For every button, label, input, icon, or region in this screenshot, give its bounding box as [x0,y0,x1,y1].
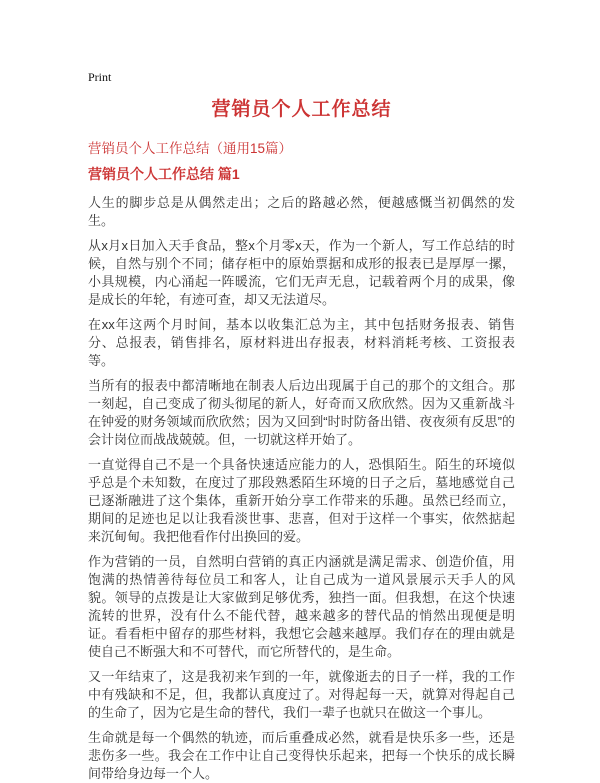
paragraph-7: 又一年结束了，这是我初来乍到的一年，就像逝去的日子一样，我的工作中有残缺和不足，但，我都认真度过了。对得起每一天，就算对得起自己的生命了，因为它是生命的替代，我们一辈子也就只在做这一个事儿。 [88,669,515,720]
paragraph-6: 作为营销的一员，自然明白营销的真正内涵就是满足需求、创造价值，用饱满的热情善待每位员工和客人，让自己成为一道风景展示天手人的风貌。领导的点拨是让大家做到足够优秀，独挡一面。但我想，在这个快速流转的世界，没有什么不能代替，越来越多的替代品的悄然出现便是明证。看看柜中留存的那些材料，我想它会越来越厚。我们存在的理由就是使自己不断强大和不可替代，而它所替代的，是生命。 [88,554,515,659]
section-heading-part1: 营销员个人工作总结 篇1 [88,166,240,182]
paragraph-8: 生命就是每一个偶然的轨迹，而后重叠成必然，就看是快乐多一些，还是悲伤多一些。我会在工作中让自己变得快乐起来，把每一个快乐的成长瞬间带给身边每一个人。 [88,730,515,781]
article-subtitle: 营销员个人工作总结（通用15篇） [88,141,293,156]
paragraph-5: 一直觉得自己不是一个具备快速适应能力的人，恐惧陌生。陌生的环境似乎总是个未知数，在度过了那段熟悉陌生环境的日子之后，墓地感觉自己已逐渐融进了这个集体，重新开始分享工作带来的乐趣。虽然已经而立，期间的足迹也足以让我看淡世事、悲喜，但对于这样一个事实，依然掂起来沉甸甸。我把他看作付出换回的爱。 [88,457,515,544]
paragraph-4: 当所有的报表中都清晰地在制表人后边出现属于自己的那个的文组合。那一刻起，自己变成了彻头彻尾的新人，好奇而又欣欣然。因为又重新战斗在钟爱的财务领域而欣欣然；因为又回到“时时防备出错、夜夜须有反思”的会计岗位而战战兢兢。但，一切就这样开始了。 [88,378,515,447]
paragraph-2: 从x月x日加入天手食品，整x个月零x天，作为一个新人，写工作总结的时候，自然与别个不同；储存柜中的原始票据和成形的报表已是厚厚一摞，小具规模，内心涌起一阵暖流，它们无声无息，记载着两个月的成果，像是成长的年轮，有迹可查，却又无法道尽。 [88,238,515,307]
page-title: 营销员个人工作总结 [211,99,392,120]
paragraph-3: 在xx年这两个月时间，基本以收集汇总为主，其中包括财务报表、销售分、总报表，销售排名，原材料进出存报表，材料消耗考核、工资报表等。 [88,317,515,368]
paragraph-1: 人生的脚步总是从偶然走出；之后的路越必然，便越感慨当初偶然的发生。 [88,195,515,228]
print-link[interactable]: Print [88,70,112,84]
